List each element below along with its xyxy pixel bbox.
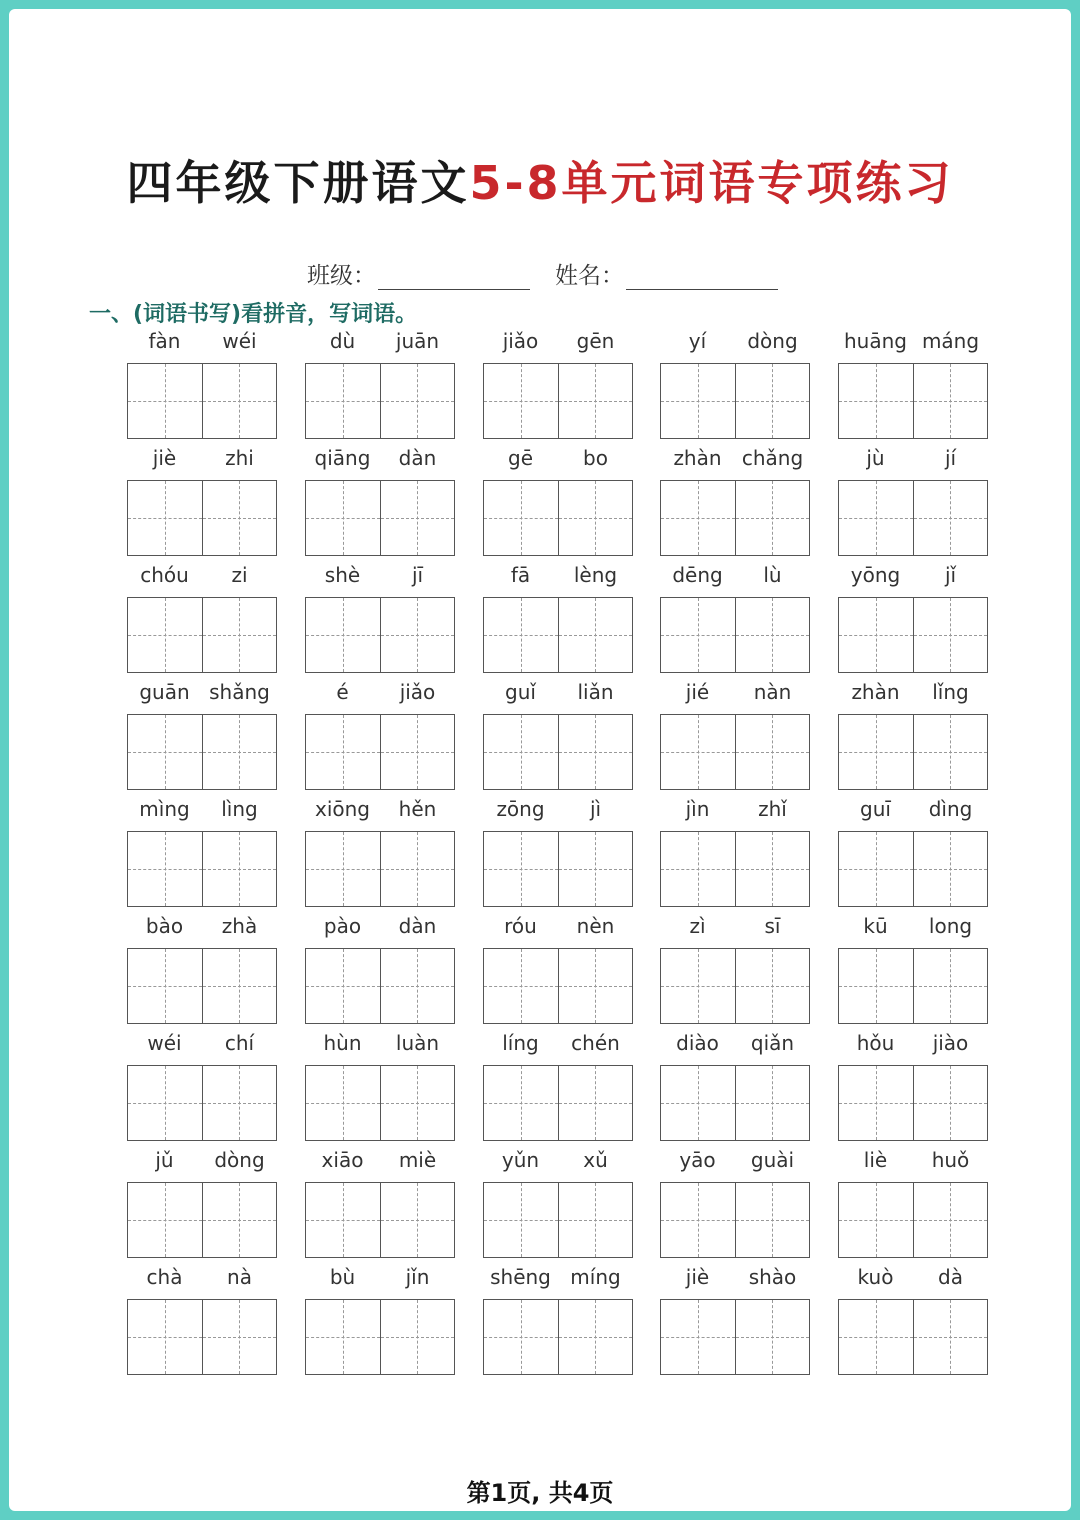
writing-cell[interactable]	[484, 1066, 558, 1140]
writing-cell[interactable]	[839, 1066, 913, 1140]
writing-boxes	[127, 597, 277, 673]
writing-cell[interactable]	[380, 949, 455, 1023]
section-heading: 一、(词语书写)看拼音，写词语。	[89, 302, 418, 327]
pinyin-label: chà	[146, 1265, 183, 1289]
pinyin-label: jiào	[932, 1031, 969, 1055]
word-item	[660, 680, 810, 796]
writing-cell[interactable]	[913, 1183, 988, 1257]
word-item	[483, 914, 633, 1030]
pinyin-label: líng	[502, 1031, 539, 1055]
pinyin-label: mìng	[139, 797, 190, 821]
writing-cell[interactable]	[661, 832, 735, 906]
writing-cell[interactable]	[558, 832, 633, 906]
word-item	[305, 329, 455, 445]
writing-boxes	[838, 948, 988, 1024]
writing-cell[interactable]	[380, 364, 455, 438]
pinyin-label: jì	[589, 797, 602, 821]
writing-boxes	[127, 363, 277, 439]
pinyin-label: jié	[685, 680, 710, 704]
pinyin-label: jiǎo	[399, 680, 436, 704]
pinyin-label: lǐng	[932, 680, 969, 704]
word-item	[838, 1031, 988, 1147]
writing-cell[interactable]	[735, 481, 810, 555]
writing-boxes	[838, 1182, 988, 1258]
pinyin-label: nàn	[753, 680, 792, 704]
writing-cell[interactable]	[484, 364, 558, 438]
writing-cell[interactable]	[913, 1300, 988, 1374]
word-item	[483, 680, 633, 796]
writing-cell[interactable]	[661, 1300, 735, 1374]
writing-cell[interactable]	[128, 1183, 202, 1257]
pinyin-label: zhi	[225, 446, 254, 470]
word-item	[305, 797, 455, 913]
pinyin-label: qiǎn	[750, 1031, 795, 1055]
writing-boxes	[483, 363, 633, 439]
writing-cell[interactable]	[661, 481, 735, 555]
word-item	[127, 1031, 277, 1147]
word-row	[9, 329, 1071, 445]
writing-boxes	[660, 948, 810, 1024]
word-item	[838, 563, 988, 679]
writing-boxes	[127, 714, 277, 790]
writing-cell[interactable]	[558, 481, 633, 555]
pinyin-label: chóu	[140, 563, 189, 587]
pinyin-label: míng	[570, 1265, 621, 1289]
writing-cell[interactable]	[661, 598, 735, 672]
pinyin-label: qiāng	[314, 446, 371, 470]
word-row	[9, 563, 1071, 679]
writing-cell[interactable]	[913, 481, 988, 555]
word-item	[127, 1148, 277, 1264]
pinyin-label: hùn	[323, 1031, 362, 1055]
writing-cell[interactable]	[661, 1066, 735, 1140]
pinyin-label: gēn	[576, 329, 615, 353]
pinyin-label: guài	[750, 1148, 795, 1172]
writing-boxes	[305, 714, 455, 790]
pinyin-label: guī	[860, 797, 891, 821]
writing-cell[interactable]	[202, 598, 277, 672]
writing-cell[interactable]	[839, 715, 913, 789]
writing-boxes	[660, 831, 810, 907]
word-item	[660, 446, 810, 562]
writing-cell[interactable]	[913, 598, 988, 672]
pinyin-label: pào	[323, 914, 362, 938]
writing-cell[interactable]	[913, 949, 988, 1023]
name-blank[interactable]	[626, 267, 778, 290]
writing-cell[interactable]	[306, 364, 380, 438]
word-item	[127, 1265, 277, 1381]
pinyin-label: róu	[504, 914, 537, 938]
pinyin-label: jī	[411, 563, 424, 587]
writing-cell[interactable]	[484, 481, 558, 555]
writing-cell[interactable]	[735, 949, 810, 1023]
word-item	[838, 680, 988, 796]
pinyin-label: shè	[324, 563, 361, 587]
word-row	[9, 1265, 1071, 1381]
writing-boxes	[127, 1182, 277, 1258]
word-item	[305, 680, 455, 796]
writing-cell[interactable]	[839, 364, 913, 438]
writing-cell[interactable]	[558, 1066, 633, 1140]
word-row	[9, 1148, 1071, 1264]
writing-boxes	[305, 1299, 455, 1375]
writing-boxes	[483, 831, 633, 907]
pinyin-label: jù	[866, 446, 885, 470]
word-row	[9, 914, 1071, 1030]
word-item	[660, 329, 810, 445]
pinyin-label: liǎn	[577, 680, 614, 704]
writing-cell[interactable]	[839, 1300, 913, 1374]
pinyin-label: jìn	[685, 797, 710, 821]
pinyin-label: gē	[508, 446, 533, 470]
word-item	[127, 446, 277, 562]
word-item	[483, 797, 633, 913]
writing-cell[interactable]	[306, 1183, 380, 1257]
title-black: 四年级下册语文	[126, 156, 470, 210]
writing-cell[interactable]	[128, 1300, 202, 1374]
writing-cell[interactable]	[306, 1066, 380, 1140]
word-item	[660, 563, 810, 679]
writing-cell[interactable]	[839, 481, 913, 555]
writing-cell[interactable]	[913, 715, 988, 789]
pinyin-label: liè	[863, 1148, 888, 1172]
pinyin-label: hěn	[398, 797, 437, 821]
writing-cell[interactable]	[380, 715, 455, 789]
writing-boxes	[838, 480, 988, 556]
pinyin-label: yǔn	[501, 1148, 540, 1172]
writing-cell[interactable]	[484, 715, 558, 789]
pinyin-label: bào	[145, 914, 184, 938]
writing-cell[interactable]	[380, 1300, 455, 1374]
word-item	[483, 446, 633, 562]
pinyin-label: yí	[688, 329, 707, 353]
writing-boxes	[660, 1299, 810, 1375]
writing-cell[interactable]	[839, 1183, 913, 1257]
writing-cell[interactable]	[202, 481, 277, 555]
writing-boxes	[483, 948, 633, 1024]
writing-cell[interactable]	[306, 481, 380, 555]
pinyin-label: shào	[748, 1265, 797, 1289]
word-item	[483, 329, 633, 445]
pinyin-label: bo	[583, 446, 608, 470]
word-row	[9, 1031, 1071, 1147]
word-item	[483, 563, 633, 679]
pinyin-label: wéi	[147, 1031, 182, 1055]
writing-cell[interactable]	[484, 1183, 558, 1257]
writing-boxes	[305, 480, 455, 556]
writing-boxes	[660, 714, 810, 790]
pinyin-label: guǐ	[505, 680, 536, 704]
worksheet-page	[9, 9, 1071, 1511]
writing-cell[interactable]	[306, 1300, 380, 1374]
pinyin-label: chén	[571, 1031, 620, 1055]
writing-cell[interactable]	[735, 598, 810, 672]
writing-cell[interactable]	[380, 1066, 455, 1140]
writing-cell[interactable]	[380, 481, 455, 555]
pinyin-label: jǐn	[405, 1265, 430, 1289]
pinyin-label: dù	[329, 329, 356, 353]
writing-boxes	[127, 831, 277, 907]
word-item	[660, 1265, 810, 1381]
writing-cell[interactable]	[202, 832, 277, 906]
class-blank[interactable]	[378, 267, 530, 290]
writing-cell[interactable]	[128, 598, 202, 672]
writing-boxes	[127, 1299, 277, 1375]
pinyin-label: hǒu	[856, 1031, 895, 1055]
word-item	[838, 1265, 988, 1381]
page-title	[9, 147, 1071, 213]
writing-cell[interactable]	[380, 1183, 455, 1257]
writing-cell[interactable]	[661, 1183, 735, 1257]
writing-cell[interactable]	[202, 949, 277, 1023]
writing-cell[interactable]	[558, 1300, 633, 1374]
writing-cell[interactable]	[558, 715, 633, 789]
pinyin-label: zhǐ	[758, 797, 787, 821]
word-item	[127, 797, 277, 913]
pinyin-label: zi	[231, 563, 248, 587]
writing-cell[interactable]	[202, 715, 277, 789]
word-item	[483, 1148, 633, 1264]
pinyin-label: guān	[139, 680, 190, 704]
pinyin-label: diào	[676, 1031, 719, 1055]
writing-cell[interactable]	[735, 1066, 810, 1140]
writing-cell[interactable]	[128, 364, 202, 438]
name-label: 姓名：	[555, 263, 624, 289]
pinyin-label: fā	[510, 563, 531, 587]
word-item	[127, 680, 277, 796]
word-item	[305, 446, 455, 562]
word-item	[660, 797, 810, 913]
pinyin-label: yāo	[679, 1148, 716, 1172]
writing-cell[interactable]	[484, 1300, 558, 1374]
writing-cell[interactable]	[128, 481, 202, 555]
word-item	[305, 563, 455, 679]
word-item	[305, 1031, 455, 1147]
pinyin-label: jǔ	[155, 1148, 174, 1172]
writing-cell[interactable]	[380, 832, 455, 906]
writing-cell[interactable]	[128, 832, 202, 906]
writing-cell[interactable]	[380, 598, 455, 672]
writing-cell[interactable]	[661, 949, 735, 1023]
pinyin-label: jǐ	[944, 563, 957, 587]
pinyin-label: luàn	[395, 1031, 440, 1055]
writing-cell[interactable]	[306, 715, 380, 789]
writing-cell[interactable]	[661, 364, 735, 438]
pinyin-label: kū	[863, 914, 888, 938]
writing-cell[interactable]	[735, 832, 810, 906]
writing-boxes	[483, 1182, 633, 1258]
word-item	[127, 329, 277, 445]
writing-boxes	[838, 597, 988, 673]
pinyin-label: yōng	[850, 563, 901, 587]
pinyin-label: juān	[395, 329, 440, 353]
writing-cell[interactable]	[128, 1066, 202, 1140]
word-item	[127, 914, 277, 1030]
writing-cell[interactable]	[735, 364, 810, 438]
pinyin-label: jí	[944, 446, 957, 470]
writing-cell[interactable]	[202, 1183, 277, 1257]
pinyin-label: zōng	[496, 797, 545, 821]
word-item	[838, 914, 988, 1030]
writing-cell[interactable]	[202, 1066, 277, 1140]
writing-cell[interactable]	[558, 949, 633, 1023]
writing-cell[interactable]	[484, 598, 558, 672]
word-item	[838, 1148, 988, 1264]
writing-cell[interactable]	[913, 832, 988, 906]
writing-boxes	[660, 480, 810, 556]
pinyin-label: dàn	[398, 446, 437, 470]
writing-boxes	[838, 1065, 988, 1141]
pinyin-label: zhàn	[851, 680, 900, 704]
writing-boxes	[305, 1182, 455, 1258]
writing-cell[interactable]	[558, 364, 633, 438]
pinyin-label: dòng	[214, 1148, 265, 1172]
writing-boxes	[127, 1065, 277, 1141]
word-item	[305, 914, 455, 1030]
writing-cell[interactable]	[558, 1183, 633, 1257]
pinyin-label: xiōng	[315, 797, 370, 821]
word-item	[127, 563, 277, 679]
pinyin-label: zì	[689, 914, 706, 938]
word-item	[660, 1148, 810, 1264]
pinyin-label: shēng	[490, 1265, 551, 1289]
pinyin-label: huāng	[844, 329, 907, 353]
pinyin-label: nà	[227, 1265, 252, 1289]
name-field	[555, 257, 778, 290]
writing-boxes	[660, 363, 810, 439]
pinyin-label: kuò	[857, 1265, 894, 1289]
class-field	[307, 257, 530, 290]
word-item	[305, 1265, 455, 1381]
writing-cell[interactable]	[839, 598, 913, 672]
pinyin-label: chǎng	[741, 446, 804, 470]
writing-boxes	[660, 1065, 810, 1141]
writing-cell[interactable]	[202, 364, 277, 438]
pinyin-label: fàn	[148, 329, 181, 353]
pinyin-label: dà	[938, 1265, 963, 1289]
word-row	[9, 680, 1071, 796]
writing-boxes	[660, 1182, 810, 1258]
writing-cell[interactable]	[128, 715, 202, 789]
page-footer: 第1页, 共4页	[466, 1479, 614, 1507]
pinyin-label: bù	[329, 1265, 356, 1289]
writing-cell[interactable]	[735, 1183, 810, 1257]
pinyin-label: zhàn	[673, 446, 722, 470]
pinyin-label: shǎng	[209, 680, 270, 704]
writing-boxes	[660, 597, 810, 673]
word-row	[9, 797, 1071, 913]
word-item	[660, 1031, 810, 1147]
pinyin-label: dēng	[672, 563, 723, 587]
word-item	[838, 446, 988, 562]
pinyin-label: xǔ	[583, 1148, 608, 1172]
pinyin-label: huǒ	[931, 1148, 970, 1172]
pinyin-label: dìng	[928, 797, 973, 821]
writing-cell[interactable]	[484, 832, 558, 906]
writing-boxes	[127, 948, 277, 1024]
word-item	[660, 914, 810, 1030]
pinyin-label: máng	[921, 329, 980, 353]
pinyin-label: jiè	[685, 1265, 710, 1289]
writing-boxes	[483, 480, 633, 556]
pinyin-label: sī	[764, 914, 781, 938]
pinyin-label: é	[336, 680, 349, 704]
pinyin-label: jiè	[152, 446, 177, 470]
pinyin-label: dàn	[398, 914, 437, 938]
writing-boxes	[838, 714, 988, 790]
writing-boxes	[305, 597, 455, 673]
writing-cell[interactable]	[735, 715, 810, 789]
pinyin-label: zhà	[221, 914, 258, 938]
pinyin-label: nèn	[576, 914, 615, 938]
writing-cell[interactable]	[202, 1300, 277, 1374]
writing-cell[interactable]	[735, 1300, 810, 1374]
writing-cell[interactable]	[306, 598, 380, 672]
word-item	[838, 797, 988, 913]
writing-cell[interactable]	[306, 949, 380, 1023]
word-item	[483, 1265, 633, 1381]
pinyin-label: jiǎo	[502, 329, 539, 353]
writing-boxes	[483, 597, 633, 673]
writing-cell[interactable]	[913, 1066, 988, 1140]
pinyin-label: chí	[224, 1031, 255, 1055]
writing-boxes	[305, 1065, 455, 1141]
pinyin-label: lù	[763, 563, 782, 587]
writing-boxes	[838, 1299, 988, 1375]
writing-boxes	[483, 714, 633, 790]
word-row	[9, 446, 1071, 562]
pinyin-label: xiāo	[321, 1148, 364, 1172]
pinyin-label: lèng	[573, 563, 618, 587]
word-item	[838, 329, 988, 445]
writing-cell[interactable]	[558, 598, 633, 672]
writing-cell[interactable]	[306, 832, 380, 906]
writing-cell[interactable]	[839, 949, 913, 1023]
writing-cell[interactable]	[913, 364, 988, 438]
pinyin-label: dòng	[747, 329, 798, 353]
writing-cell[interactable]	[661, 715, 735, 789]
word-item	[305, 1148, 455, 1264]
class-label: 班级：	[307, 263, 376, 289]
writing-boxes	[305, 363, 455, 439]
pinyin-label: wéi	[222, 329, 257, 353]
writing-boxes	[305, 948, 455, 1024]
writing-boxes	[127, 480, 277, 556]
writing-cell[interactable]	[128, 949, 202, 1023]
pinyin-label: lìng	[221, 797, 258, 821]
writing-cell[interactable]	[839, 832, 913, 906]
word-item	[483, 1031, 633, 1147]
pinyin-label: miè	[398, 1148, 437, 1172]
pinyin-label: long	[928, 914, 973, 938]
writing-boxes	[483, 1299, 633, 1375]
title-red: 5-8单元词语专项练习	[469, 156, 954, 210]
writing-cell[interactable]	[484, 949, 558, 1023]
writing-boxes	[838, 363, 988, 439]
writing-boxes	[483, 1065, 633, 1141]
writing-boxes	[838, 831, 988, 907]
writing-boxes	[305, 831, 455, 907]
